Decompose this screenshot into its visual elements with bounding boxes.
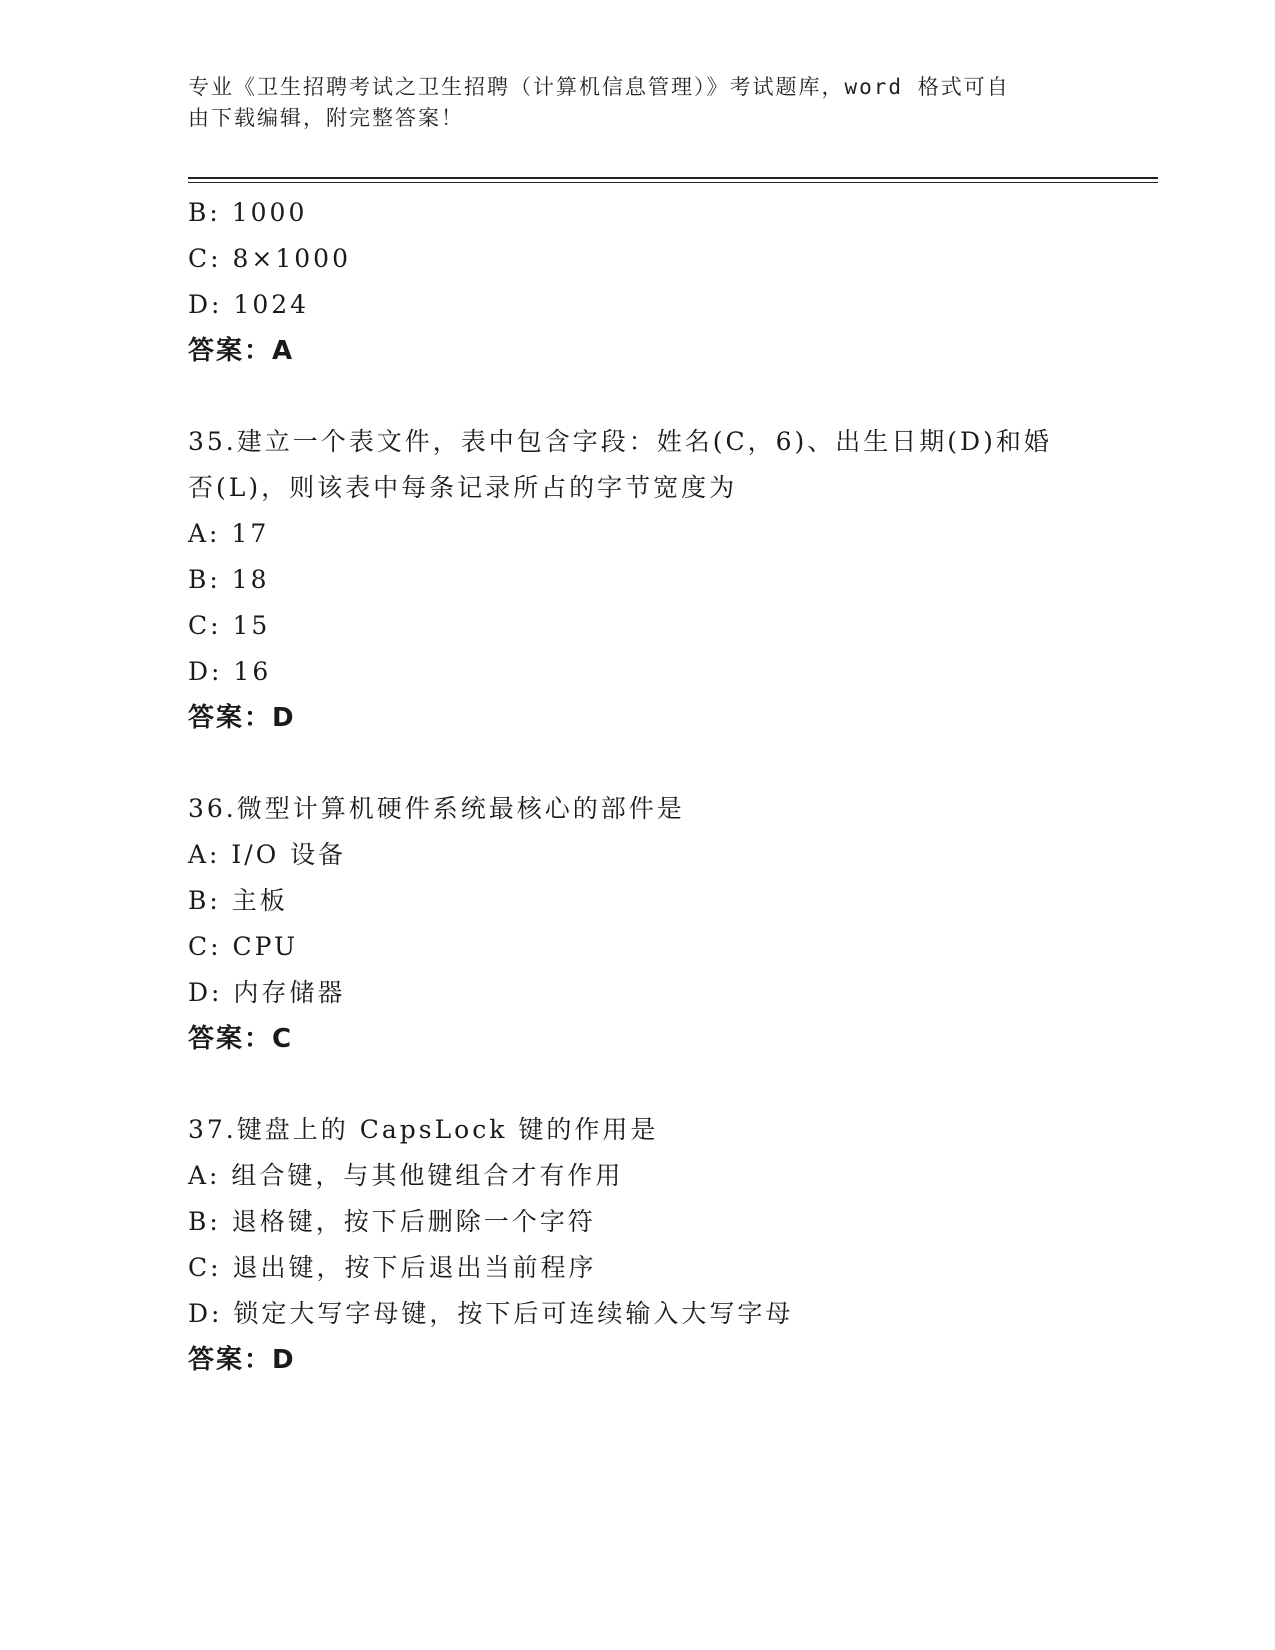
question-list [188,190,1088,1383]
header-line-2: 由下载编辑，附完整答案！ [188,106,464,130]
answer: 答案：D [188,703,296,733]
option-d: D: 16 [188,657,272,686]
question-36 [188,786,1088,1062]
option-b: B: 主板 [188,886,288,915]
option-b: B: 退格键，按下后删除一个字符 [188,1207,596,1236]
option-c: C: 15 [188,611,271,640]
question-34-continued [188,190,1088,374]
document-header [188,72,1068,134]
answer: 答案：A [188,336,295,366]
answer: 答案：C [188,1024,294,1054]
option-a: A: 组合键，与其他键组合才有作用 [188,1161,624,1190]
question-stem: 37.键盘上的 CapsLock 键的作用是 [188,1115,659,1144]
question-stem-line-1: 35.建立一个表文件，表中包含字段：姓名(C，6)、出生日期(D)和婚 [188,427,1052,456]
answer: 答案：D [188,1345,296,1375]
option-d: D: 1024 [188,290,310,319]
header-divider-thin [188,182,1158,183]
question-37 [188,1107,1088,1383]
option-a: A: 17 [188,519,270,548]
question-stem-line-2: 否(L)，则该表中每条记录所占的字节宽度为 [188,473,738,502]
option-b: B: 18 [188,565,270,594]
question-stem: 36.微型计算机硬件系统最核心的部件是 [188,794,685,823]
option-d: D: 锁定大写字母键，按下后可连续输入大写字母 [188,1299,794,1328]
question-35 [188,419,1088,741]
option-d: D: 内存储器 [188,978,346,1007]
header-line-1: 专业《卫生招聘考试之卫生招聘（计算机信息管理）》考试题库，word 格式可自 [188,75,1010,99]
spacer [188,741,1088,786]
option-c: C: 退出键，按下后退出当前程序 [188,1253,597,1282]
spacer [188,1062,1088,1107]
option-a: A: I/O 设备 [188,840,347,869]
option-c: C: CPU [188,932,299,961]
option-b: B: 1000 [188,198,308,227]
spacer [188,374,1088,419]
header-divider-thick [188,177,1158,179]
option-c: C: 8×1000 [188,244,351,273]
